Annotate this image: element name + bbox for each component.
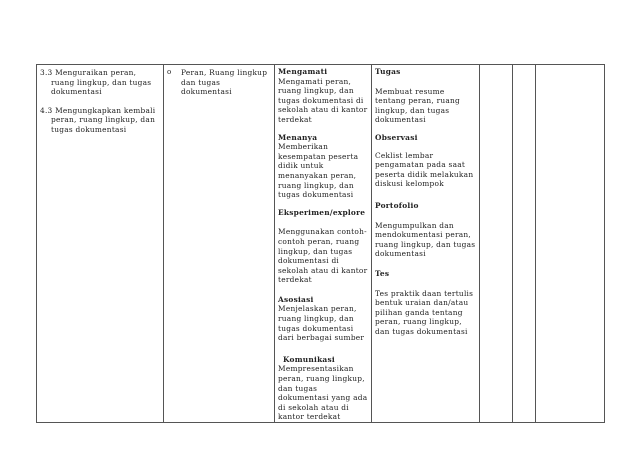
empty-cell [480, 65, 513, 423]
section-heading: Tes [375, 268, 390, 278]
section-text: Mengumpulkan dan mendokumentasi peran, ruang lingkup, dan tugas dokumentasi [375, 220, 476, 259]
section-heading: Eksperimen/explore [278, 207, 366, 217]
bullet-marker: o [167, 68, 172, 76]
empty-cell [513, 65, 536, 423]
table-row [37, 65, 605, 423]
section-text: Mengamati peran, ruang lingkup, dan tugas dokumentasi di sekolah atau di kantor terdekat [278, 76, 368, 124]
section-text: Tes praktik daan tertulis bentuk uraian dan/atau pilihan ganda tentang peran, ruang lingkup, dan tugas dokumentasi [375, 288, 474, 336]
section-heading: Komunikasi [283, 354, 335, 364]
material-cell [164, 65, 275, 423]
competency-item: 4.3 Mengungkapkan kembali peran, ruang lingkup, dan tugas dokumentasi [40, 105, 156, 134]
syllabus-table [36, 64, 605, 423]
section-text: Ceklist lembar pengamatan pada saat peserta didik melakukan diskusi kelompok [375, 150, 474, 189]
section-heading: Portofolio [375, 200, 419, 210]
competency-cell [37, 65, 164, 423]
competency-item: 3.3 Menguraikan peran, ruang lingkup, dan tugas dokumentasi [40, 68, 152, 97]
section-text: Menggunakan contoh-contoh peran, ruang lingkup, dan tugas dokumentasi di sekolah atau di kantor terdekat [278, 227, 368, 285]
section-heading: Menanya [278, 132, 318, 142]
material-text: Peran, Ruang lingkup dan tugas dokumentasi [181, 68, 268, 97]
assessment-cell [372, 65, 480, 423]
section-heading: Mengamati [278, 67, 328, 76]
learning-activities-cell [275, 65, 372, 423]
section-heading: Asosiasi [278, 294, 314, 304]
section-text: Membuat resume tentang peran, ruang lingkup, dan tugas dokumentasi [375, 86, 461, 125]
section-text: Mempresentasikan peran, ruang lingkup, dan tugas dokumentasi yang ada di sekolah atau di kantor terdekat [278, 364, 368, 422]
section-heading: Tugas [375, 67, 401, 76]
section-heading: Observasi [375, 132, 418, 142]
section-text: Menjelaskan peran, ruang lingkup, dan tugas dokumentasi dari berbagai sumber [278, 304, 365, 343]
section-text: Memberikan kesempatan peserta didik untuk menanyakan peran, ruang lingkup, dan tugas dokumentasi [278, 142, 359, 200]
empty-cell [536, 65, 605, 423]
